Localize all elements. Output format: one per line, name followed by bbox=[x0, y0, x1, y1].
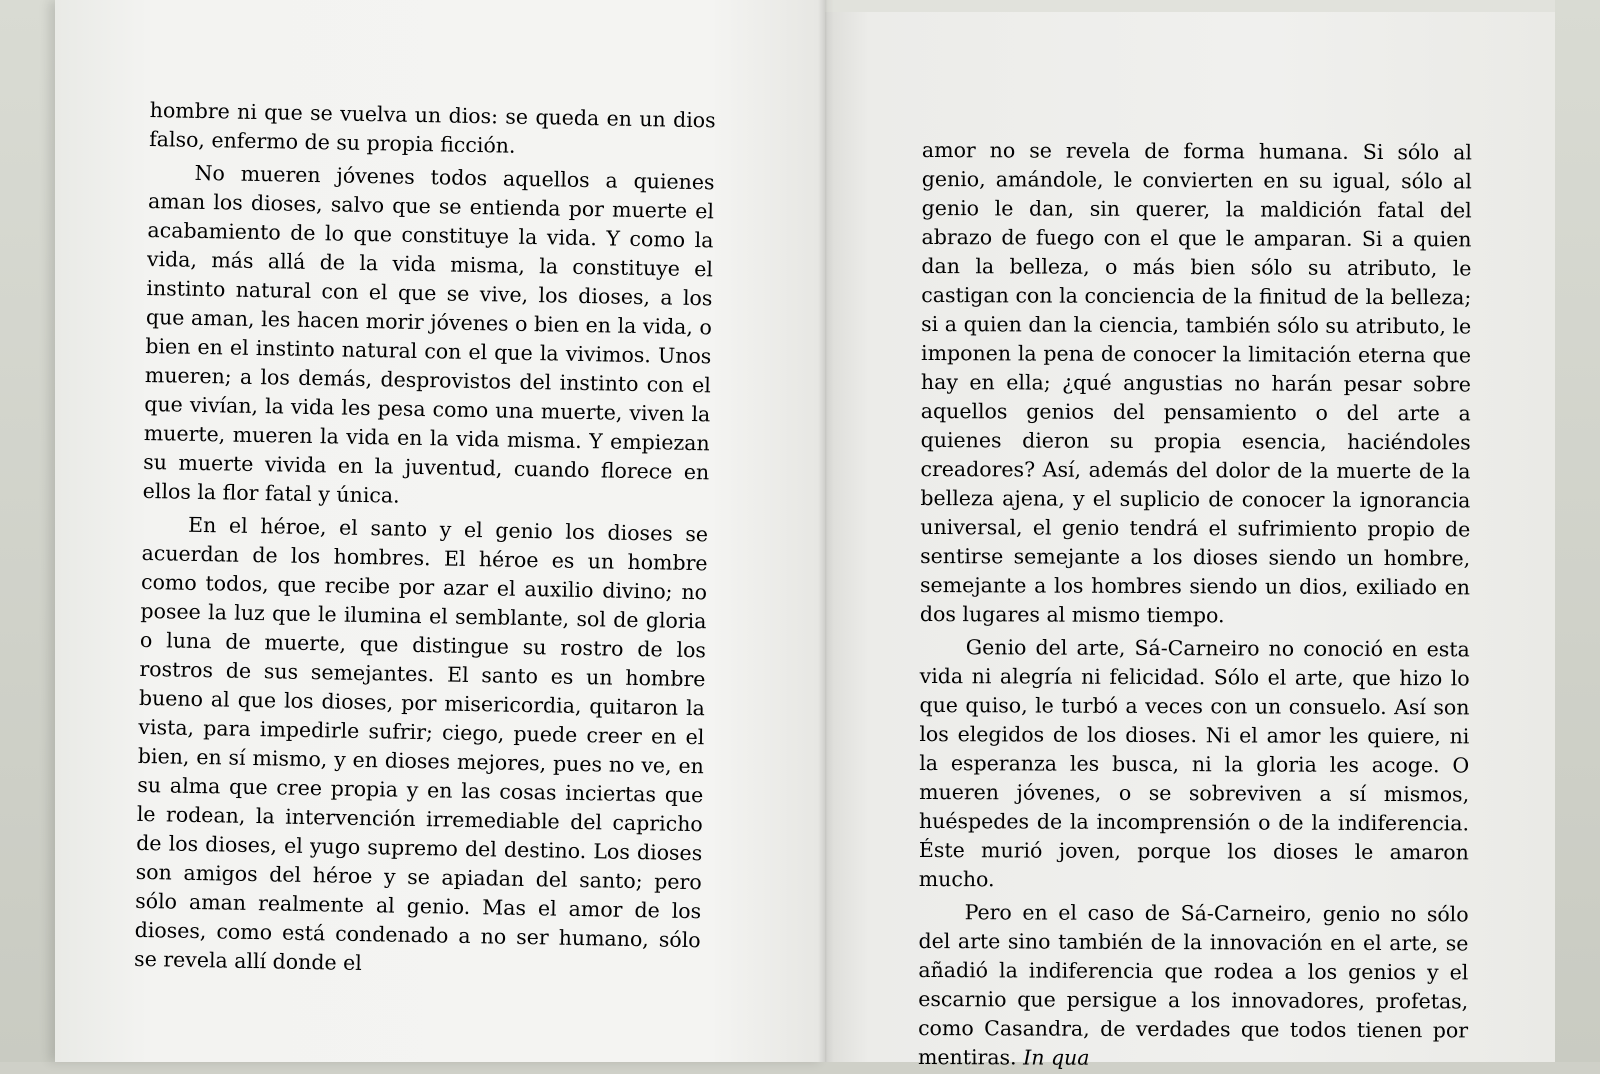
right-page-text bbox=[918, 136, 1472, 1074]
paragraph: hombre ni que se vuelva un dios: se queda en un dios falso, enfermo de su propia ficción. bbox=[148, 97, 716, 158]
paragraph: No mueren jóvenes todos aquellos a quienes aman los dioses, salvo que se entienda por muerte el acabamiento de lo que constituye la vida. Y como la vida, más allá de la vida misma, la constituye el instinto natural con el que se vive, los dioses, a los que aman, les hacen morir jóvenes o bien en la vida, o bien en el instinto natural con el que la vivimos. Unos mueren; a los demás, desprovistos del instinto con el que vivían, la vida les pesa como una muerte, viven la muerte, mueren la vida en la vida misma. Y empiezan su muerte vivida en la juventud, cuando florece en ellos la flor fatal y única. bbox=[142, 160, 715, 508]
paragraph: Genio del arte, Sá-Carneiro no conoció en esta vida ni alegría ni felicidad. Sólo el arte, que hizo lo que quiso, le turbó a veces con un consuelo. Así son los elegidos de los dioses. Ni el amor les quiere, ni la esperanza les busca, ni la gloria les acoge. O mueren jóvenes, o se sobreviven a sí mismos, huéspedes de la incomprensión o de la indiferencia. Éste murió joven, porque los dioses le amaron mucho. bbox=[918, 635, 1470, 892]
right-page-top-edge bbox=[825, 0, 1555, 12]
paragraph: amor no se revela de forma humana. Si sólo al genio, amándole, le convierten en su igual, sólo al genio le dan, sin querer, la maldición fatal del abrazo de fuego con el que le amparan. Si a quien dan la belleza, o más bien sólo su atributo, le castigan con la conciencia de la finitud de la belleza; si a quien dan la ciencia, también sólo su atributo, le imponen la pena de conocer la limitación eterna que hay en ella; ¿qué angustias no harán pesar sobre aquellos genios del pensamiento o del arte a quienes dieron su propia esencia, haciéndoles creadores? Así, además del dolor de la muerte de la belleza ajena, y el suplicio de conocer la ignorancia universal, el genio tendrá el sufrimiento propio de sentirse semejante a los dioses siendo un hombre, semejante a los hombres siendo un dios, exiliado en dos lugares al mismo tiempo. bbox=[919, 137, 1472, 628]
paragraph-text: Pero en el caso de Sá-Carneiro, genio no sólo del arte sino también de la innovación en el arte, se añadió la indiferencia que rodea a los genios y el escarnio que persigue a los innovadores, profetas, como Casandra, de verdades que todos tienen por mentiras. bbox=[917, 900, 1469, 1070]
book-gutter bbox=[818, 0, 834, 1062]
left-page-text bbox=[134, 96, 716, 984]
paragraph bbox=[918, 898, 1469, 1074]
paragraph: En el héroe, el santo y el genio los dioses se acuerdan de los hombres. El héroe es un hombre como todos, que recibe por azar el auxilio divino; no posee la luz que le ilumina el semblante, sol de gloria o luna de muerte, que distingue su rostro de los rostros de sus semejantes. El santo es un hombre bueno al que los dioses, por misericordia, quitaron la vista, para impedirle sufrir; ciego, puede creer en el bien, en sí mismo, y en dioses mejores, pues no ve, en su alma que cree propia y en las cosas inciertas que le rodean, la intervención irremediable del capricho de los dioses, el yugo supremo del destino. Los dioses son amigos del héroe y se apiadan del santo; pero sólo aman realmente al genio. Mas el amor de los dioses, como está condenado a no ser humano, sólo se revela allí donde el bbox=[133, 512, 709, 976]
italic-phrase: In qua bbox=[1023, 1045, 1090, 1070]
